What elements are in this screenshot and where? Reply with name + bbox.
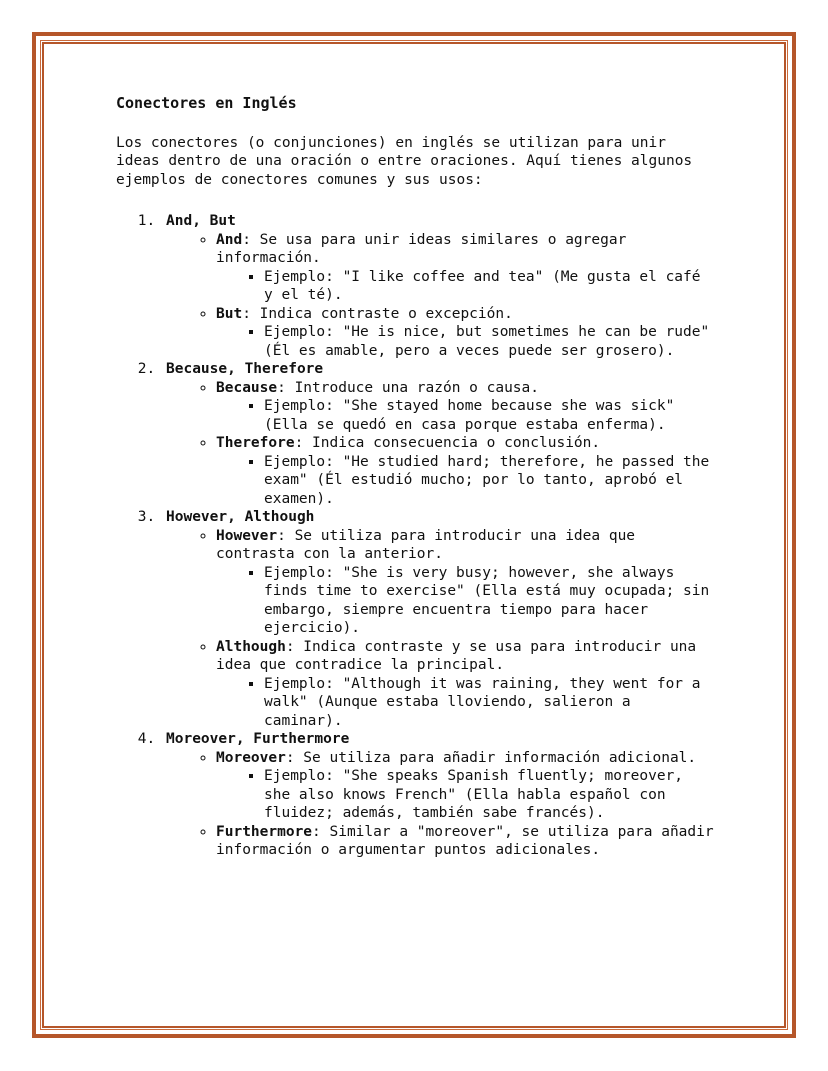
connector-description: : Se usa para unir ideas similares o agregar información.	[216, 231, 627, 266]
connector-term: Moreover	[216, 749, 286, 766]
section-heading: Moreover, Furthermore	[166, 731, 350, 747]
connector-item	[216, 638, 716, 731]
connector-item	[216, 434, 716, 508]
connector-items	[166, 231, 716, 361]
connector-term: Therefore	[216, 435, 295, 451]
connector-list	[116, 212, 716, 860]
connector-items	[166, 379, 716, 509]
connector-item	[216, 527, 716, 638]
connector-items	[166, 527, 716, 731]
example: ▪ Ejemplo: "Although it was raining, they went for a walk" (Aunque estaba lloviendo, salieron a caminar).	[264, 675, 716, 731]
example: ▪ Ejemplo: "He is nice, but sometimes he can be rude" (Él es amable, pero a veces puede ser grosero).	[264, 323, 716, 360]
section-heading: However, Although	[166, 509, 315, 525]
connector-item	[216, 823, 716, 860]
connector-term: And	[216, 231, 243, 248]
example: ▪ Ejemplo: "She stayed home because she was sick" (Ella se quedó en casa porque estaba enferma).	[264, 397, 716, 434]
document-body	[116, 94, 716, 860]
connector-description: : Se utiliza para añadir información adicional.	[285, 749, 697, 766]
section-heading: Because, Therefore	[166, 361, 324, 377]
connector-term: But	[216, 305, 243, 322]
connector-items	[166, 749, 716, 860]
section-3	[164, 508, 716, 730]
connector-term: However	[216, 527, 278, 544]
connector-description: : Introduce una razón o causa.	[277, 379, 540, 396]
document-title: Conectores en Inglés	[116, 94, 297, 112]
example: ▪ Ejemplo: "I like coffee and tea" (Me gusta el café y el té).	[264, 268, 716, 305]
connector-item	[216, 231, 716, 305]
section-2	[164, 360, 716, 508]
connector-description: : Similar a "moreover", se utiliza para añadir información o argumentar puntos adicionales.	[216, 823, 714, 858]
connector-description: : Indica contraste y se usa para introducir una idea que contradice la principal.	[216, 638, 697, 673]
example: ▪ Ejemplo: "He studied hard; therefore, he passed the exam" (Él estudió mucho; por lo tanto, aprobó el examen).	[264, 453, 716, 509]
connector-term: Although	[216, 638, 286, 655]
section-4	[164, 730, 716, 860]
connector-item	[216, 305, 716, 361]
connector-description: : Indica contraste o excepción.	[242, 305, 513, 322]
connector-item	[216, 379, 716, 435]
section-heading: And, But	[166, 213, 236, 229]
connector-term: Because	[216, 379, 278, 396]
connector-item	[216, 749, 716, 823]
intro-paragraph: Los conectores (o conjunciones) en inglés se utilizan para unir ideas dentro de una oración o entre oraciones. Aquí tienes algunos ejemplos de conectores comunes y sus usos:	[116, 134, 693, 188]
connector-description: : Indica consecuencia o conclusión.	[294, 435, 601, 451]
connector-description: : Se utiliza para introducir una idea que contrasta con la anterior.	[216, 527, 636, 562]
example: ▪ Ejemplo: "She speaks Spanish fluently; moreover, she also knows French" (Ella habla español con fluidez; además, también sabe francés).	[264, 767, 716, 823]
section-1	[164, 212, 716, 360]
example: ▪ Ejemplo: "She is very busy; however, she always finds time to exercise" (Ella está muy ocupada; sin embargo, siempre encuentra tiempo para hacer ejercicio).	[264, 564, 716, 638]
connector-term: Furthermore	[216, 823, 313, 840]
